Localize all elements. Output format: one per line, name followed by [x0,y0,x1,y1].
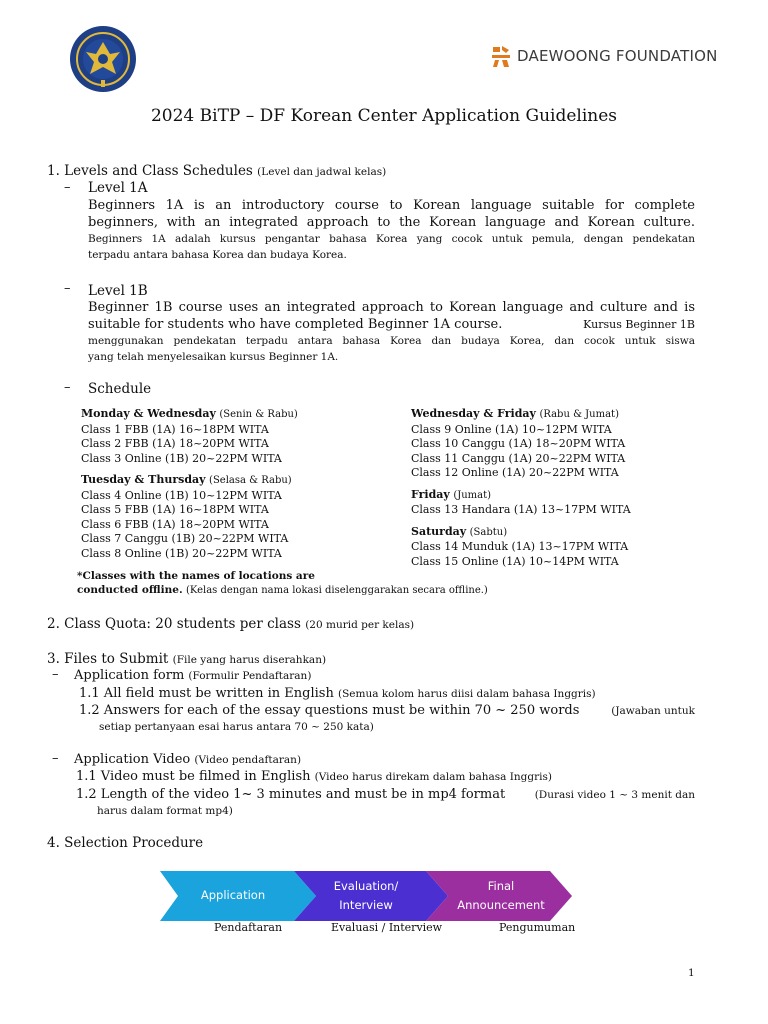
section3-heading [47,651,326,667]
step-evaluation-caption: Evaluasi / Interview [331,921,443,934]
section4-heading: 4. Selection Procedure [47,835,204,851]
step-application-label [178,886,288,905]
form-item1-text: 1.1 All field must be written in English [79,686,334,701]
level1b-line2a: suitable for students who have completed Beginner 1A course. [88,317,503,332]
level1a-id-line1: Beginners 1A adalah kursus pengantar bahasa Korea yang cocok untuk pemula, dengan pendekatan [88,233,695,245]
dash-bullet: – [64,180,71,195]
step-application-caption: Pendaftaran [214,921,283,934]
step-application-line1: Application [200,888,266,902]
class-entry: Class 14 Munduk (1A) 13~17PM WITA [411,540,629,553]
application-video-label [74,752,301,768]
step-final-line1: Final [487,879,515,893]
class-entry: Class 15 Online (1A) 10~14PM WITA [411,554,619,568]
level1a-description [88,197,695,263]
video-item2-text: 1.2 Length of the video 1~ 3 minutes and must be in mp4 format [76,787,506,802]
step-final-label [446,877,556,915]
note-id: (Kelas dengan nama lokasi diselenggarakan secara offline.) [185,585,488,596]
class-entry: Class 2 FBB (1A) 18~20PM WITA [81,437,269,450]
level1b-description [88,299,695,365]
dash-bullet: – [52,751,59,766]
level1b-id-line1: menggunakan pendekatan terpadu antara bahasa Korea dan budaya Korea, dan cocok untuk siswa [88,335,695,347]
video-item1-text: 1.1 Video must be filmed in English [76,769,311,784]
offline-note [77,569,488,598]
form-item-1 [79,686,596,702]
dash-bullet: – [64,281,71,296]
level1a-id-line2: terpadu antara bahasa Korea dan budaya Korea. [88,249,347,261]
level1a-line2: beginners, with an integrated approach to the Korean language and Korean culture. [88,215,695,230]
step-evaluation-label [308,877,424,915]
university-seal-logo [68,24,138,94]
dash-bullet: – [52,667,59,682]
schedule-day: Monday & Wednesday (Senin & Rabu) [81,407,298,420]
section2-heading-text: 2. Class Quota: [47,616,151,632]
class-quota-id: (20 murid per kelas) [305,619,415,631]
video-item2-id-b: harus dalam format mp4) [97,805,233,817]
video-item-1 [76,769,552,785]
class-entry: Class 13 Handara (1A) 13~17PM WITA [411,503,631,516]
schedule-right-column [411,407,631,569]
schedule-day: Friday (Jumat) [411,487,492,501]
step-final-caption: Pengumuman [499,921,576,934]
video-item1-id: (Video harus direkam dalam bahasa Inggris) [314,771,552,783]
section1-heading-text: 1. Levels and Class Schedules [47,163,253,179]
section1-heading [47,163,386,179]
level1b-line1: Beginner 1B course uses an integrated approach to Korean language and culture and is [88,300,695,315]
schedule-left-column [81,407,298,561]
level1b-line2 [88,316,695,333]
form-item2-text: 1.2 Answers for each of the essay questions must be within 70 ~ 250 words [79,703,580,718]
class-quota-text: 20 students per class [155,616,301,632]
form-label-text: Application form [74,668,185,683]
step-evaluation-line2: Interview [339,898,393,912]
class-entry: Class 8 Online (1B) 20~22PM WITA [81,546,282,560]
note-line2: conducted offline. [77,584,183,596]
class-entry: Class 3 Online (1B) 20~22PM WITA [81,451,282,465]
section1-heading-id: (Level dan jadwal kelas) [257,166,387,178]
schedule-label: Schedule [88,381,152,397]
class-entry: Class 9 Online (1A) 10~12PM WITA [411,422,612,436]
class-entry: Class 6 FBB (1A) 18~20PM WITA [81,517,269,531]
level1b-label: Level 1B [88,283,148,299]
page-title: 2024 BiTP – DF Korean Center Application Guidelines [150,106,618,126]
daewoong-foundation-logo [490,43,718,69]
video-label-text: Application Video [74,752,191,767]
foundation-name: DAEWOONG FOUNDATION [517,47,718,65]
video-item-2 [76,787,695,819]
page-number: 1 [688,967,695,979]
video-label-id: (Video pendaftaran) [194,754,302,766]
section2-heading [47,616,414,632]
class-entry: Class 11 Canggu (1A) 20~22PM WITA [411,451,626,465]
form-item1-id: (Semua kolom harus diisi dalam bahasa Inggris) [338,688,596,700]
step-final-line2: Announcement [457,898,545,912]
class-entry: Class 10 Canggu (1A) 18~20PM WITA [411,437,626,450]
note-line2-wrap [77,583,488,598]
class-entry: Class 12 Online (1A) 20~22PM WITA [411,466,619,479]
schedule-day: Tuesday & Thursday (Selasa & Rabu) [81,473,292,486]
video-item2-id-a: (Durasi video 1 ~ 3 menit dan [534,789,695,801]
level1b-id-line2: yang telah menyelesaikan kursus Beginner 1A. [88,351,339,363]
schedule-day: Saturday (Sabtu) [411,524,508,538]
class-entry: Class 1 FBB (1A) 16~18PM WITA [81,422,269,436]
class-entry: Class 7 Canggu (1B) 20~22PM WITA [81,532,289,545]
section3-heading-id: (File yang harus diserahkan) [172,654,327,666]
form-label-id: (Formulir Pendaftaran) [188,670,312,682]
class-entry: Class 4 Online (1B) 10~12PM WITA [81,488,282,502]
form-item2-id-b: setiap pertanyaan esai harus antara 70 ~ 250 kata) [99,721,374,733]
level1a-line1: Beginners 1A is an introductory course to Korean language suitable for complete [88,198,695,213]
daewoong-emblem-icon [490,44,512,68]
application-form-label [74,668,311,684]
section3-heading-text: 3. Files to Submit [47,651,169,667]
schedule-day: Wednesday & Friday (Rabu & Jumat) [411,407,619,420]
level1a-label: Level 1A [88,180,148,196]
note-line1: *Classes with the names of locations are [77,570,315,582]
level1b-line2b: Kursus Beginner 1B [583,318,695,331]
step-evaluation-line1: Evaluation/ [333,879,399,893]
form-item-2 [79,703,695,735]
class-entry: Class 5 FBB (1A) 16~18PM WITA [81,503,269,516]
form-item2-id-a: (Jawaban untuk [611,705,695,717]
dash-bullet: – [64,380,71,395]
